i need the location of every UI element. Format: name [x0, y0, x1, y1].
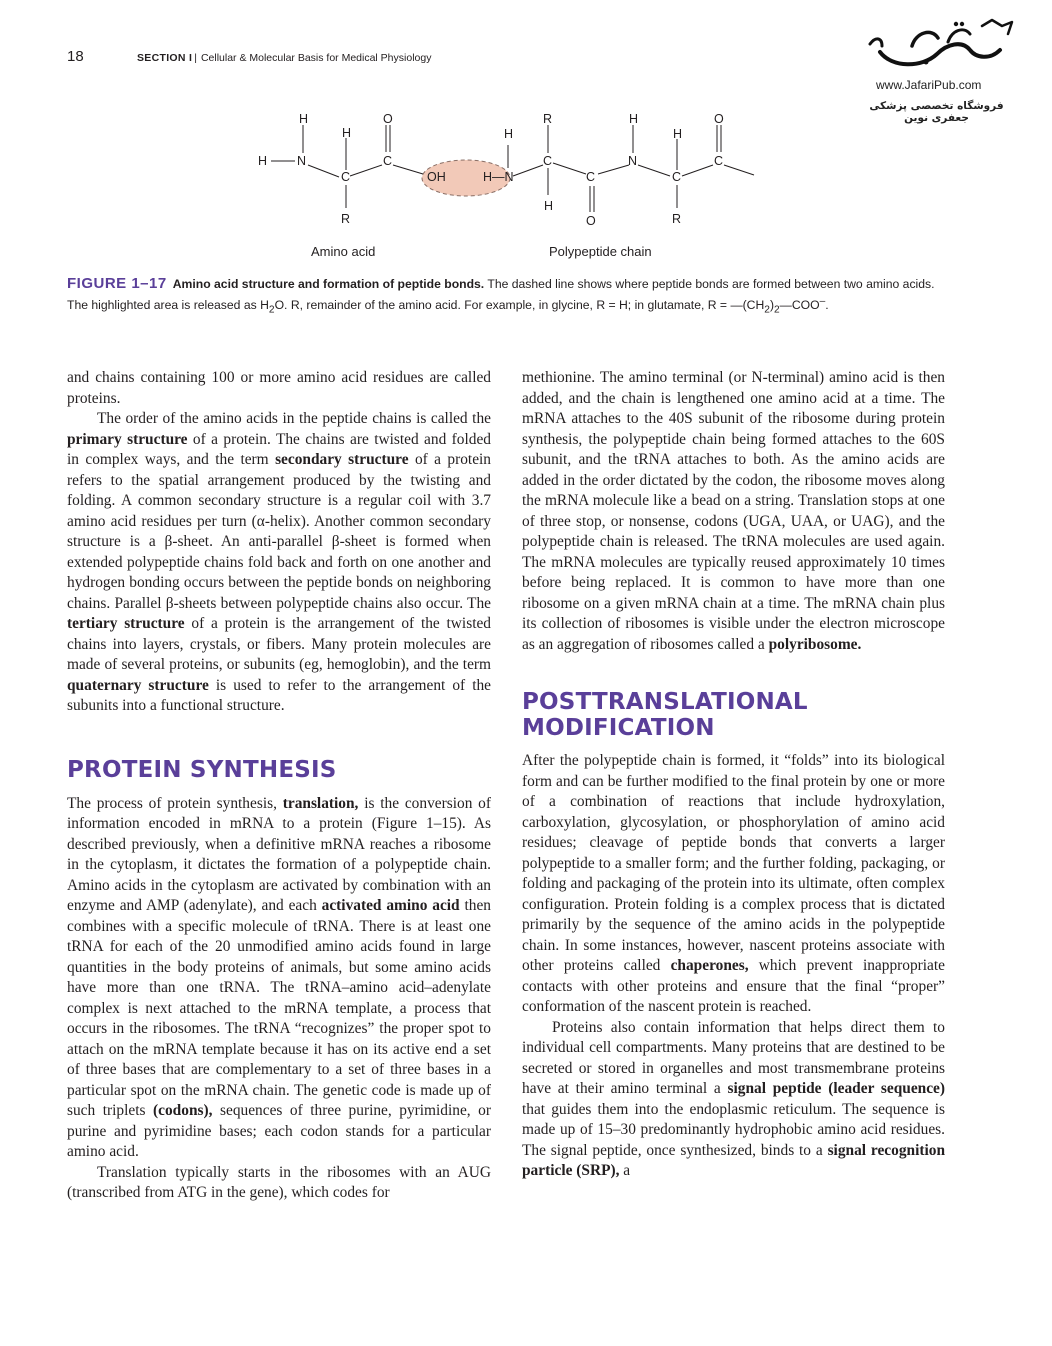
caption-paren: ) [769, 298, 775, 313]
atom-r-2: R [543, 112, 553, 126]
term-signal-recognition-particle: signal recognition particle (SRP), [522, 1141, 946, 1179]
atom-o-3: O [714, 112, 724, 126]
atom-n-1: N [297, 154, 307, 168]
paragraph [67, 409, 491, 717]
peptide-bond-diagram [240, 108, 780, 260]
term-signal-peptide: signal peptide (leader sequence) [727, 1080, 945, 1097]
paragraph [522, 368, 945, 655]
term-primary-structure: primary structure [67, 430, 188, 448]
caption-period: . [825, 298, 829, 313]
text-run: After the polypeptide chain is formed, it “folds” into its biological form and can be further modified to the final protein by one or more of a combination of reactions that include hydroxylation, carboxylation, glycosylation, or phosphorylation of amino acid residues; cleavage of peptide bonds that converts a larger polypeptide to a smaller form; and the further folding, packaging, or folding and packaging of the protein into its ultimate, often complex configuration. Protein folding is a complex process that is dictated primarily by the sequence of the amino acids in the polypeptide chain. In some instances, however, nascent proteins associate with other proteins called [522, 752, 945, 974]
atom-h-1: H [258, 154, 268, 168]
caption-text: The dashed line shows where peptide bonds are formed between two amino acids. The highlighted area is released as H [67, 277, 935, 313]
label-amino-acid: Amino acid [311, 244, 376, 259]
page-number: 18 [67, 48, 84, 65]
text-run: sequences of three purine, pyrimidine, or purine and pyrimidine bases; each codon stands for a particular amino acid. [67, 1102, 491, 1160]
figure-number: FIGURE 1–17 [67, 275, 167, 292]
paragraph: Translation typically starts in the ribosomes with an AUG (transcribed from ATG in the gene), which codes for [67, 1163, 491, 1201]
text-run: a [619, 1162, 631, 1179]
atom-o-1: O [383, 112, 393, 126]
term-quaternary-structure: quaternary structure [67, 676, 209, 694]
heading-line: POSTTRANSLATIONAL [522, 689, 808, 715]
caption-superscript: – [819, 296, 826, 307]
caption-subscript-2: 2 [764, 304, 770, 316]
caption-subscript-3: 2 [774, 304, 780, 316]
calligraphy-logo-icon [852, 16, 1022, 76]
text-run: The process of protein synthesis, [67, 794, 283, 812]
caption-subscript: 2 [268, 304, 275, 316]
section-heading: PROTEIN SYNTHESIS [67, 756, 337, 783]
text-run: of a protein refers to the spatial arrangement produced by the twisting and folding. A common secondary structure is a regular coil with 3.7 amino acid residues per turn (α-helix). Another common secondary structure is a β-sheet. An anti-parallel β-sheet is formed when extended polypeptide chains fold back and forth on one another and hydrogen bonding occurs between the peptide bonds on neighboring chains. Parallel β-sheets between polypeptide chains also occur. The [67, 451, 491, 612]
text-run: is used to refer to the arrangement of the subunits into a functional structure. [67, 676, 492, 714]
term-translation: translation, [282, 794, 359, 812]
atom-h-4: H [504, 127, 514, 141]
paragraph [67, 794, 491, 1163]
term-codons: (codons), [153, 1102, 213, 1119]
publisher-url: www.JafariPub.com [876, 78, 982, 92]
atom-c-3: C [543, 154, 553, 168]
left-column [67, 368, 491, 1204]
text-run: methionine. The amino terminal (or N-terminal) amino acid is then added, and the chain is lengthened one amino acid at a time. The mRNA attaches to the 40S subunit of the ribosome during protein synthesis, the polypeptide chain being formed attaches to the 60S subunit, and the tRNA attaches to both. As the amino acids are added in the order dictated by the codon, the ribosome moves along the mRNA molecule like a bead on a string. Translation stops at one of three stop, or nonsense, codons (UGA, UAA, or UAG), and the polypeptide chain is released. The tRNA molecules are used again. The mRNA molecules are typically reused approximately 10 times before being replaced. It is common to have more than one ribosome on a given mRNA chain at a time. The mRNA chain plus its collection of ribosomes is visible under the electron microscope as an aggregation of ribosomes called a [522, 369, 945, 653]
label-polypeptide-chain: Polypeptide chain [549, 244, 652, 259]
section-title: Cellular & Molecular Basis for Medical Physiology [200, 52, 432, 64]
atom-hn: H—N [483, 170, 514, 184]
atom-c-2: C [383, 154, 393, 168]
atom-h-7: H [673, 127, 683, 141]
term-chaperones: chaperones, [670, 957, 749, 974]
text-run: that guides them into the endoplasmic reticulum. The sequence is made up of 15–30 predominantly hydrophobic amino acid residues. The signal peptide, once synthesized, binds to a [522, 1100, 945, 1159]
right-column [522, 368, 945, 1182]
section-label: SECTION I [137, 52, 193, 64]
text-run: of a protein. The chains are twisted and folded in complex ways, and the term [67, 430, 491, 468]
paragraph [522, 1018, 945, 1182]
paragraph [522, 751, 945, 1018]
atom-h-6: H [629, 112, 639, 126]
figure-title: Amino acid structure and formation of peptide bonds. [172, 277, 485, 291]
atom-h-5: H [544, 199, 554, 213]
paragraph: and chains containing 100 or more amino acid residues are called proteins. [67, 369, 491, 407]
running-header [137, 52, 431, 64]
text-run: which prevent inappropriate contacts with other proteins and ensure that the final “proper” conformation of the nascent protein is reached. [522, 957, 945, 1015]
atom-h-2: H [299, 112, 309, 126]
atom-r-3: R [672, 212, 682, 226]
atom-h-3: H [342, 126, 352, 140]
atom-c-5: C [672, 170, 682, 184]
atom-c-4: C [586, 170, 596, 184]
text-run: is the conversion of information encoded in mRNA to a protein (Figure 1–15). As described previously, when a definitive mRNA reaches a ribosome in the cytoplasm, it dictates the formation of a polypeptide chain. Amino acids in the cytoplasm are activated by combination with an enzyme and AMP (adenylate), and each [67, 794, 491, 914]
heading-line: MODIFICATION [522, 715, 715, 741]
text-run: The order of the amino acids in the peptide chains is called the [97, 410, 491, 427]
header-separator: | [194, 52, 197, 64]
term-activated-amino-acid: activated amino acid [321, 897, 460, 914]
section-heading [522, 689, 945, 741]
publisher-tagline: فروشگاه تخصصی پزشکی جعفری نوین [869, 100, 1004, 124]
figure-caption [67, 275, 947, 319]
atom-r-1: R [341, 212, 351, 226]
text-run: Proteins also contain information that helps direct them to individual cell compartments. Many proteins that are destined to be secreted or stored in organelles and most transmembrane proteins have at their amino terminal a [522, 1018, 945, 1097]
term-tertiary-structure: tertiary structure [67, 615, 185, 632]
atom-oh: OH [427, 170, 446, 184]
term-polyribosome: polyribosome. [768, 635, 862, 653]
atom-o-2: O [586, 214, 596, 228]
text-run: then combines with a specific molecule of tRNA. There is at least one tRNA for each of the 20 unmodified amino acids found in large quantities in the body proteins of animals, but some amino acids have more than one tRNA. The tRNA–amino acid–adenylate complex is next attached to the mRNA template, a process that occurs in the ribosomes. The tRNA “recognizes” the proper spot to attach on the mRNA template because it has on its active end a set of three bases that are complementary to a set of three bases in a particular spot on the mRNA chain. The genetic code is made up of such triplets [67, 897, 491, 1119]
text-run: of a protein is the arrangement of the twisted chains into layers, crystals, or fibers. Many protein molecules are made of several proteins, or subunits (eg, hemoglobin), and the term [67, 615, 491, 673]
atom-c-1: C [341, 170, 351, 184]
atom-c-6: C [714, 154, 724, 168]
caption-text-2: O. R, remainder of the amino acid. For example, in glycine, R = H; in glutamate, R = —(CH [274, 298, 765, 313]
caption-text-3: —COO [779, 298, 820, 313]
atom-n-2: N [628, 154, 638, 168]
publisher-logo [852, 16, 1022, 122]
term-secondary-structure: secondary structure [275, 451, 409, 468]
